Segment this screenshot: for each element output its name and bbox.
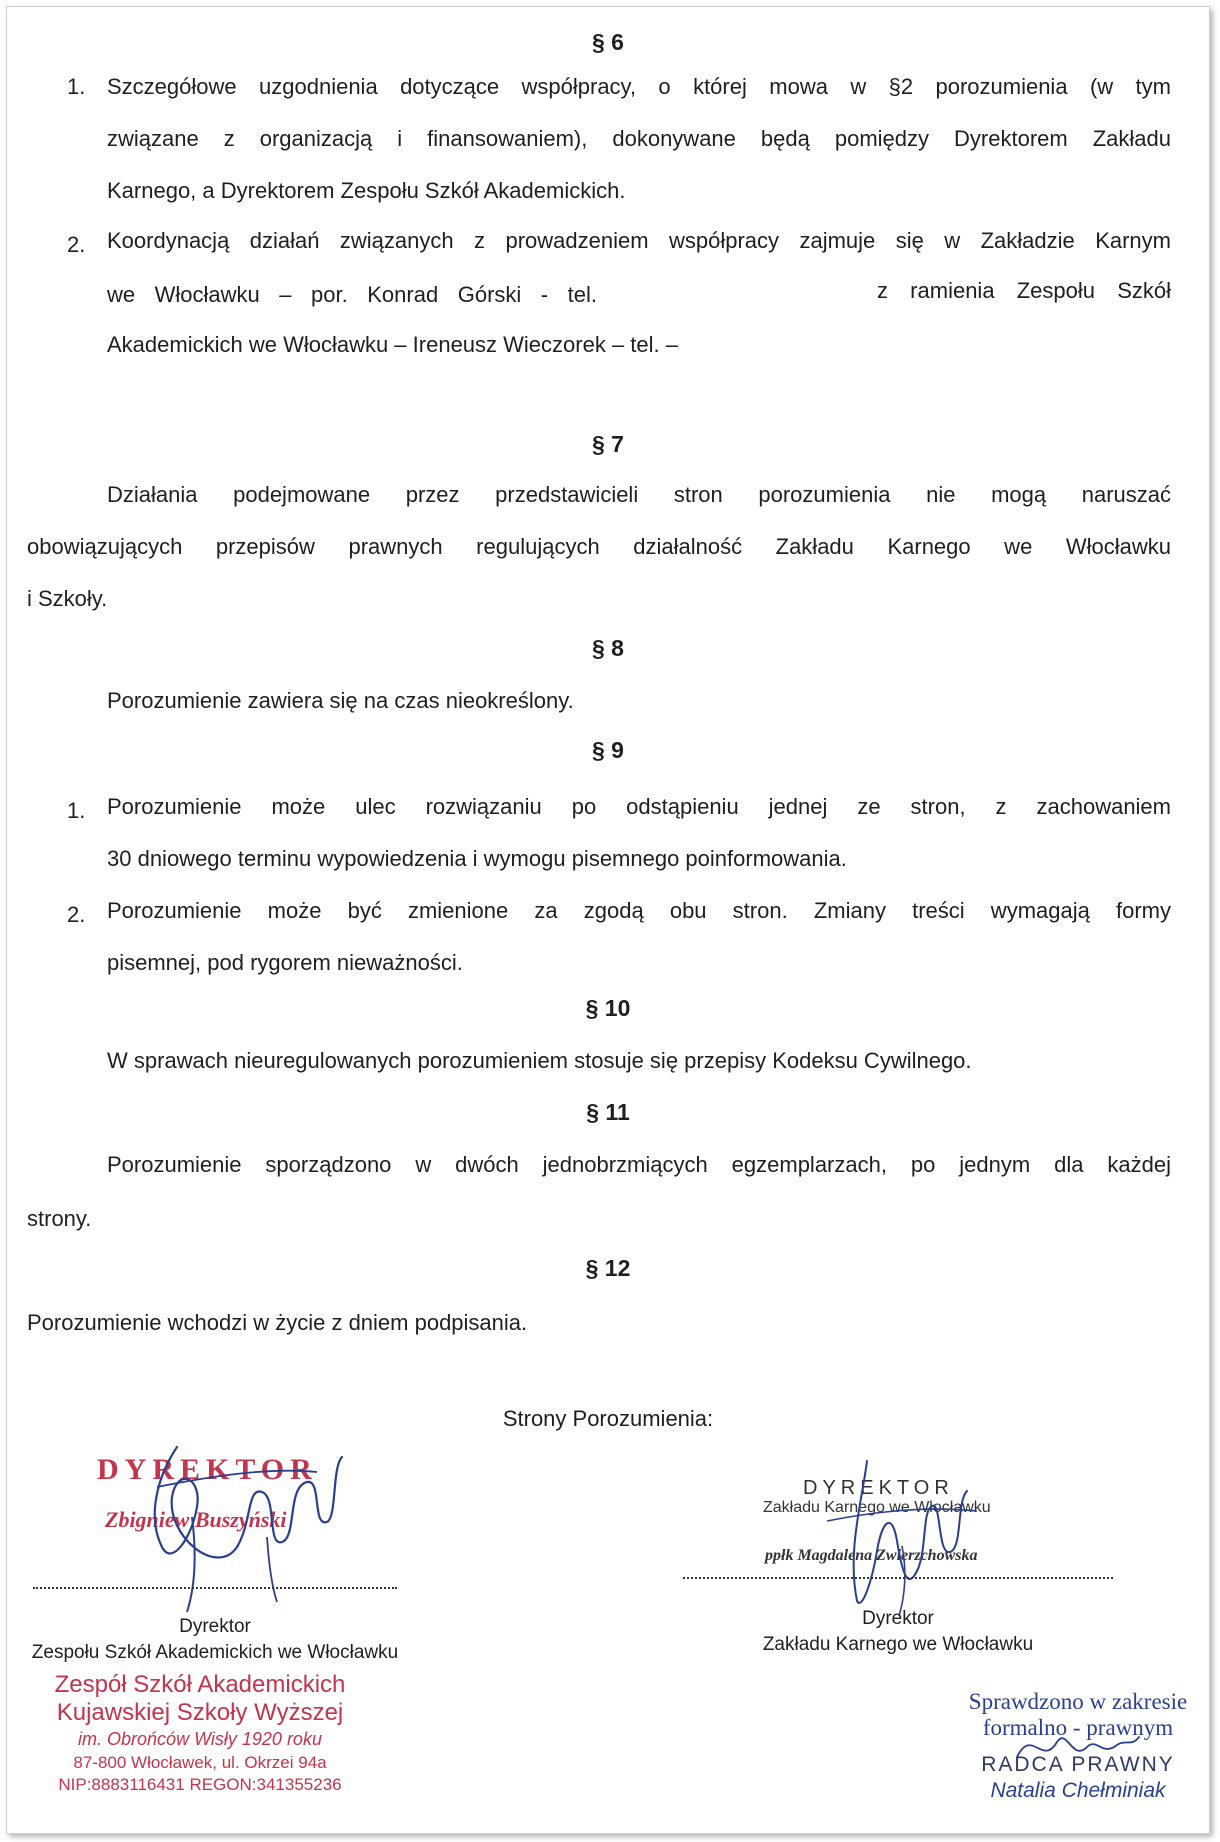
school-stamp-line-2: Kujawskiej Szkoły Wyższej <box>56 1699 344 1726</box>
s11-line-2: strony. <box>27 1206 92 1231</box>
s9-item-2-number: 2. <box>67 902 86 927</box>
document-page <box>6 6 1210 1834</box>
parties-heading: Strony Porozumienia: <box>502 1406 714 1431</box>
left-stamp-title: DYREKTOR <box>97 1453 318 1486</box>
school-stamp-line-1: Zespół Szkół Akademickich <box>54 1671 346 1698</box>
s9-item-2-line-2: pisemnej, pod rygorem nieważności. <box>107 950 463 975</box>
section-6-heading: § 6 <box>592 29 624 55</box>
legal-stamp-line-1: Sprawdzono w zakresie <box>968 1689 1188 1714</box>
s7-line-1: Działania podejmowane przez przedstawicieli stron porozumienia nie mogą naruszać <box>107 482 1171 507</box>
s6-item-1-number: 1. <box>67 74 86 99</box>
s9-item-1-number: 1. <box>67 798 86 823</box>
s6-item-1-line-2: związane z organizacją i finansowaniem), dokonywane będą pomiędzy Dyrektorem Zakładu <box>107 126 1171 151</box>
s6-item-2-line-3: Akademickich we Włocławku – Ireneusz Wieczorek – tel. – <box>107 332 678 357</box>
right-signature-line <box>683 1577 1113 1579</box>
left-caption-org: Zespołu Szkół Akademickich we Włocławku <box>31 1642 399 1663</box>
section-8-heading: § 8 <box>592 635 624 661</box>
section-10-heading: § 10 <box>585 995 631 1021</box>
s7-line-3: i Szkoły. <box>27 586 108 611</box>
section-12-heading: § 12 <box>585 1255 631 1281</box>
s6-item-2-line-2-part-2: z ramienia Zespołu Szkół <box>877 278 1171 303</box>
section-9-heading: § 9 <box>592 737 624 763</box>
s12-line-1: Porozumienie wchodzi w życie z dniem podpisania. <box>27 1310 528 1335</box>
s9-item-1-line-2: 30 dniowego terminu wypowiedzenia i wymogu pisemnego poinformowania. <box>107 846 847 871</box>
s7-line-2: obowiązujących przepisów prawnych regulujących działalność Zakładu Karnego we Włocławku <box>27 534 1171 559</box>
section-11-heading: § 11 <box>586 1099 630 1125</box>
s6-item-1-line-1: Szczegółowe uzgodnienia dotyczące współpracy, o której mowa w §2 porozumienia (w tym <box>107 74 1171 99</box>
school-stamp-line-5: NIP:8883116431 REGON:341355236 <box>58 1775 342 1794</box>
s6-item-2-number: 2. <box>67 232 86 257</box>
school-stamp-line-3: im. Obrońców Wisły 1920 roku <box>78 1729 322 1749</box>
s9-item-1-line-1: Porozumienie może ulec rozwiązaniu po odstąpieniu jednej ze stron, z zachowaniem <box>107 794 1171 819</box>
right-stamp-name: ppłk Magdalena Zwierzchowska <box>765 1547 978 1564</box>
left-stamp-name: Zbigniew Buszyński <box>105 1507 287 1532</box>
school-stamp-line-4: 87-800 Włocławek, ul. Okrzei 94a <box>73 1753 327 1772</box>
right-stamp-title: DYREKTOR <box>803 1477 954 1499</box>
s6-item-2-line-2-part-1: we Włocławku – por. Konrad Górski - tel. <box>107 282 597 307</box>
s9-item-2-line-1: Porozumienie może być zmienione za zgodą obu stron. Zmiany treści wymagają formy <box>107 898 1171 923</box>
legal-stamp-line-3: RADCA PRAWNY <box>981 1753 1175 1776</box>
right-handwritten-signature <box>807 1451 987 1621</box>
left-signature-line <box>33 1587 397 1589</box>
s10-line-1: W sprawach nieuregulowanych porozumieniem stosuje się przepisy Kodeksu Cywilnego. <box>107 1048 972 1073</box>
s8-line-1: Porozumienie zawiera się na czas nieokreślony. <box>107 688 574 713</box>
legal-stamp-line-4: Natalia Chełminiak <box>990 1779 1166 1802</box>
s6-item-2-line-1: Koordynacją działań związanych z prowadzeniem współpracy zajmuje się w Zakładzie Karnym <box>107 228 1171 253</box>
left-caption-title: Dyrektor <box>179 1616 251 1637</box>
legal-stamp-line-2: formalno - prawnym <box>982 1715 1174 1740</box>
section-7-heading: § 7 <box>592 431 624 457</box>
right-caption-title: Dyrektor <box>862 1608 934 1629</box>
s11-line-1: Porozumienie sporządzono w dwóch jednobrzmiących egzemplarzach, po jednym dla każdej <box>107 1152 1171 1177</box>
s6-item-1-line-3: Karnego, a Dyrektorem Zespołu Szkół Akademickich. <box>107 178 626 203</box>
right-stamp-org: Zakładu Karnego we Włocławku <box>763 1499 991 1516</box>
right-caption-org: Zakładu Karnego we Włocławku <box>762 1634 1034 1655</box>
